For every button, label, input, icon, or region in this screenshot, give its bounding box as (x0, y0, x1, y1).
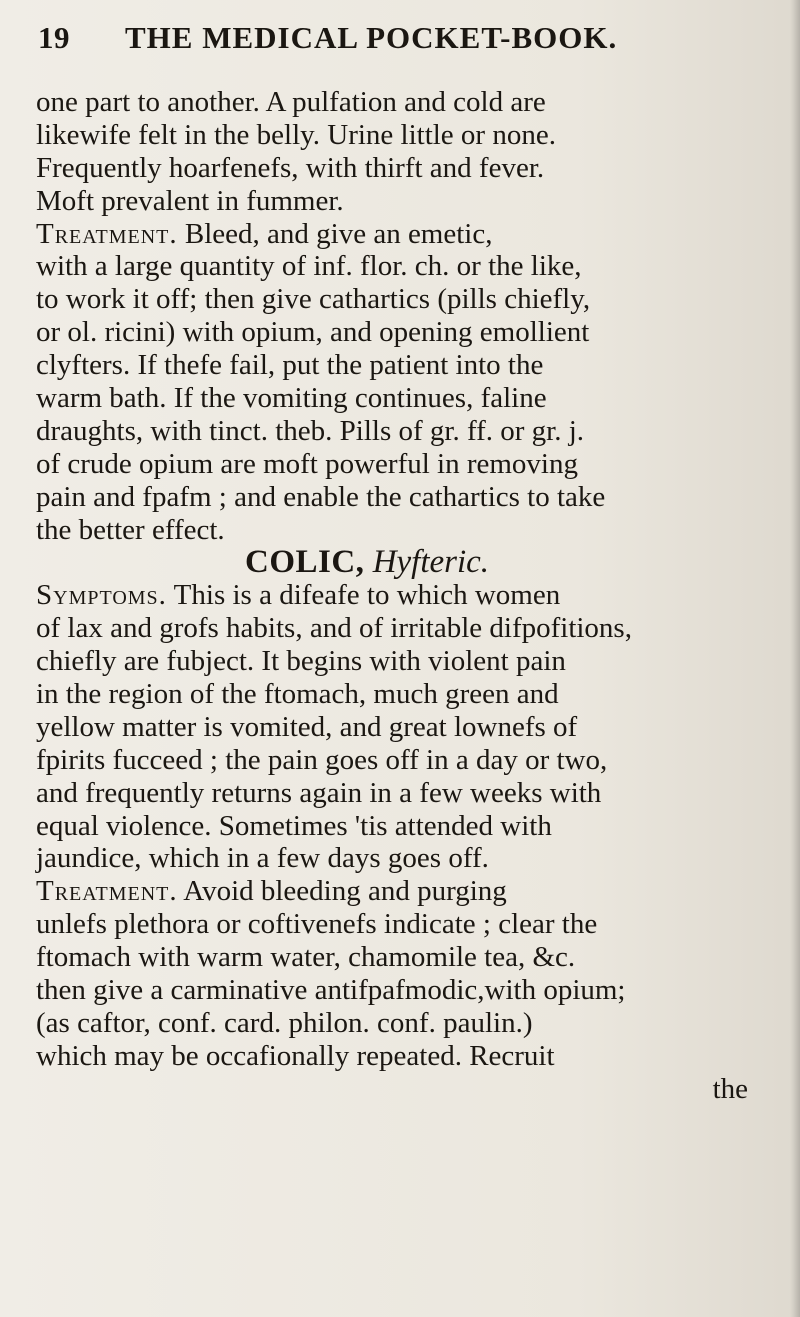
page-edge-shadow (790, 0, 800, 1317)
text-line-3: Frequently hoarfenefs, with thirft and fever. (36, 151, 545, 184)
section-heading-colic (36, 546, 776, 579)
section-heading-main: COLIC, (245, 544, 365, 581)
text-line-29: (as caftor, conf. card. philon. conf. paulin.) (36, 1006, 533, 1039)
text-line-11: draughts, with tinct. theb. Pills of gr. ff. or gr. j. (36, 414, 585, 447)
text-line-27: ftomach with warm water, chamomile tea, &c. (36, 941, 576, 974)
text-line-5 (36, 218, 776, 251)
text-line-14: the better effect. (36, 513, 225, 546)
text-line-21: fpirits fucceed ; the pain goes off in a day or two, (36, 743, 608, 776)
treatment-text-1: Bleed, and give an emetic, (184, 217, 493, 250)
running-title: THE MEDICAL POCKET-BOOK. (125, 20, 618, 55)
treatment-text-2: Avoid bleeding and purging (183, 875, 507, 908)
text-line-9: clyfters. If thefe fail, put the patient into the (36, 349, 544, 382)
symptoms-label: Symptoms. (36, 579, 167, 612)
text-line-8: or ol. ricini) with opium, and opening emollient (36, 316, 590, 349)
text-line-30: which may be occafionally repeated. Recruit (36, 1039, 555, 1072)
text-line-23: equal violence. Sometimes 'tis attended with (36, 809, 552, 842)
text-line-22: and frequently returns again in a few weeks with (36, 776, 602, 809)
text-line-10: warm bath. If the vomiting continues, faline (36, 382, 547, 415)
text-line-6: with a large quantity of inf. flor. ch. or the like, (36, 250, 582, 283)
text-line-26: unlefs plethora or coftivenefs indicate ; clear the (36, 908, 598, 941)
text-line-12: of crude opium are moft powerful in removing (36, 447, 578, 480)
section-heading-subtitle: Hyfteric. (372, 544, 490, 581)
text-line-2: likewife felt in the belly. Urine little or none. (36, 118, 556, 151)
text-line-20: yellow matter is vomited, and great lownefs of (36, 710, 578, 743)
text-line-25 (36, 875, 776, 908)
text-line-4: Moft prevalent in fummer. (36, 184, 344, 217)
text-line-7: to work it off; then give cathartics (pills chiefly, (36, 283, 591, 316)
text-line-16 (36, 579, 776, 612)
treatment-label-1: Treatment. (36, 217, 178, 250)
text-line-28: then give a carminative antifpafmodic,with opium; (36, 974, 626, 1007)
text-line-18: chiefly are fubject. It begins with violent pain (36, 645, 566, 678)
catchword: the (712, 1072, 748, 1105)
page-text (36, 86, 776, 1106)
text-line-19: in the region of the ftomach, much green and (36, 678, 559, 711)
text-line-24: jaundice, which in a few days goes off. (36, 842, 489, 875)
symptoms-text-1: This is a difeafe to which women (173, 579, 561, 612)
text-line-13: pain and fpafm ; and enable the cathartics to take (36, 480, 606, 513)
page-header (30, 18, 770, 58)
treatment-label-2: Treatment. (36, 875, 178, 908)
text-line-17: of lax and grofs habits, and of irritable difpofitions, (36, 612, 632, 645)
text-line-1: one part to another. A pulfation and cold are (36, 86, 546, 118)
page-number: 19 (38, 20, 70, 55)
